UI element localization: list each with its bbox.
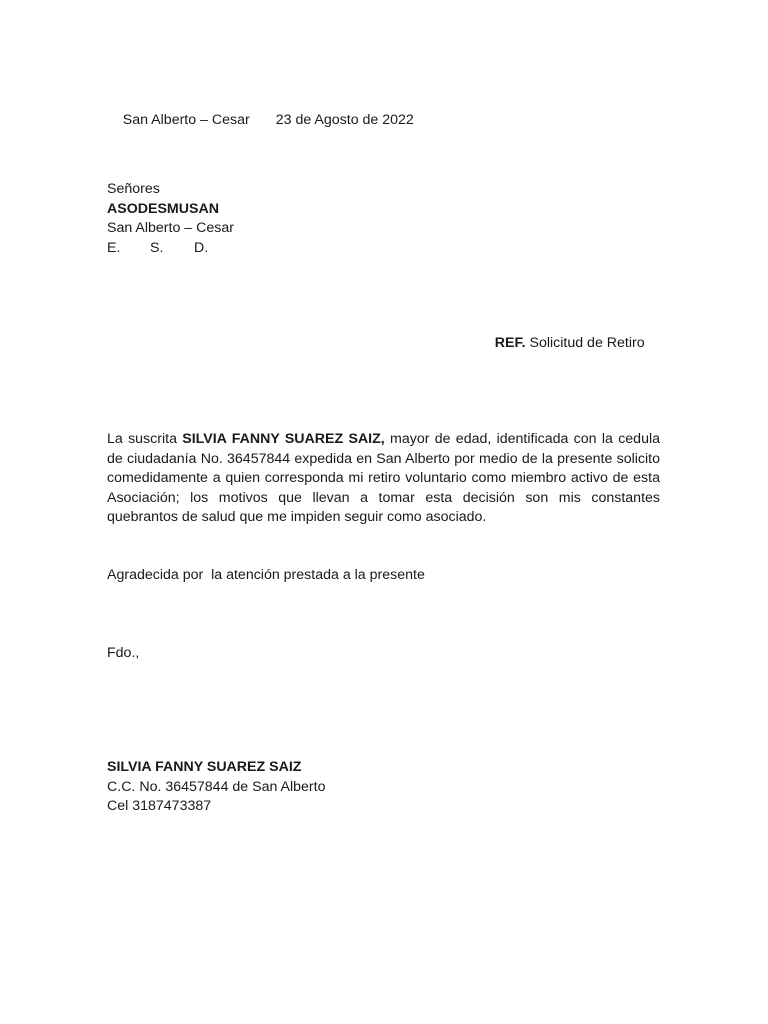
body-name: SILVIA FANNY SUAREZ SAIZ, [182, 431, 385, 447]
esd-d: D. [194, 239, 209, 256]
body-content: mayor de edad, identificada con la cedula de ciudadanía No. 36457844 expedida en San Alberto por medio de la presente solicito comedidamente a quien corresponda mi retiro voluntario como miembro activo de esta Asociación; los motivos que llevan a tomar esta decisión son mis constantes quebrantos de salud que me impiden seguir como asociado. [107, 431, 661, 525]
signature-id: C.C. No. 36457844 de San Alberto [107, 778, 326, 795]
esd-line [107, 239, 234, 259]
signature-name: SILVIA FANNY SUAREZ SAIZ [107, 759, 302, 775]
esd-s: S. [150, 239, 164, 256]
signoff-line: Fdo., [107, 645, 140, 661]
date-line [107, 91, 414, 150]
reference-subject: Solicitud de Retiro [529, 334, 645, 351]
signature-block [107, 758, 325, 817]
body-intro: La suscrita [107, 431, 183, 447]
thanks-line: Agradecida por la atención prestada a la presente [107, 567, 425, 583]
recipient-block [107, 180, 234, 258]
esd-e: E. [107, 239, 121, 256]
body-paragraph [107, 430, 660, 528]
reference-line [479, 314, 645, 373]
body-text [107, 430, 660, 528]
salutation: Señores [107, 181, 160, 197]
reference-label: REF. [494, 334, 526, 351]
recipient-organization: ASODESMUSAN [107, 200, 219, 217]
signature-phone: Cel 3187473387 [107, 798, 212, 814]
recipient-location: San Alberto – Cesar [107, 220, 234, 236]
date-text: 23 de Agosto de 2022 [275, 111, 414, 128]
place-text: San Alberto – Cesar [122, 111, 250, 128]
